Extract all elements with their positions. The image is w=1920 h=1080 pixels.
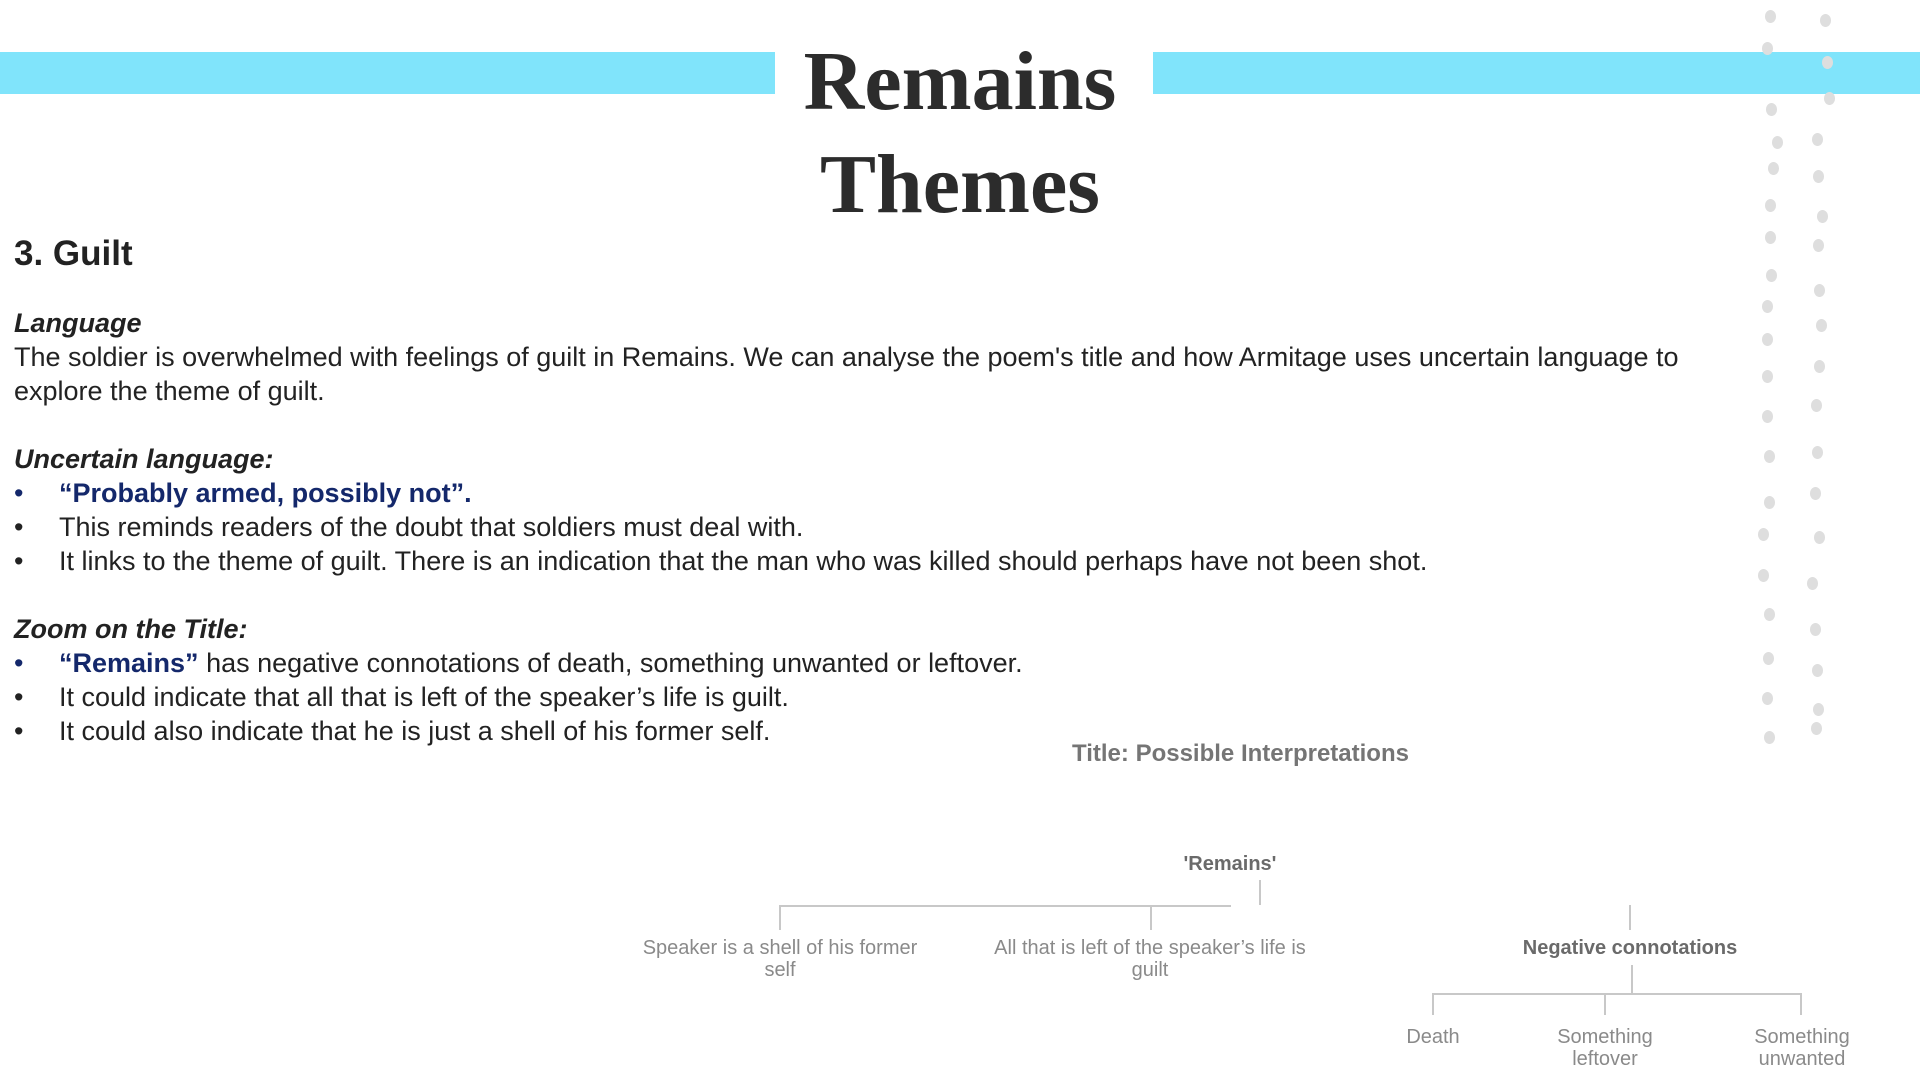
tree-grandchild: Something unwanted [1754,1026,1850,1070]
tree-grandchild: Something leftover [1557,1026,1653,1070]
decorative-dot [1764,731,1775,744]
bullet-text: It links to the theme of guilt. There is an indication that the man who was killed should perhaps have not been shot. [59,546,1428,576]
decorative-dot [1811,722,1822,735]
slide-content [14,232,1694,748]
zoom-title-list [14,646,1694,748]
decorative-dot [1812,133,1823,146]
list-item [14,680,1694,714]
zoom-title-label: Zoom on the Title: [14,614,248,644]
connector [1604,993,1606,1015]
bullet-mark: • [14,546,24,576]
decorative-dot [1766,269,1777,282]
quote-text: “Probably armed, possibly not”. [59,478,472,508]
uncertain-language-label: Uncertain language: [14,444,274,474]
tree-root: 'Remains' [1183,853,1277,875]
bullet-text: It could also indicate that he is just a shell of his former self. [59,716,771,746]
decorative-dot [1816,319,1827,332]
section-heading: 3. Guilt [14,234,133,273]
bullet-mark: • [14,478,24,508]
decorative-dot [1763,652,1774,665]
decorative-dot [1765,10,1776,23]
decorative-dot [1814,284,1825,297]
list-item [14,476,1694,510]
bullet-mark: • [14,512,24,542]
decorative-dot [1766,103,1777,116]
decorative-dot [1813,170,1824,183]
bullet-text: It could indicate that all that is left of the speaker’s life is guilt. [59,682,789,712]
tree-child: Negative connotations [1522,937,1738,959]
decorative-dot [1812,446,1823,459]
header-bar-left [0,52,775,94]
connector [1800,993,1802,1015]
language-label: Language [14,308,142,338]
connector [1629,905,1631,930]
decorative-dot [1813,239,1824,252]
decorative-dot [1768,162,1779,175]
decorative-dot [1764,450,1775,463]
decorative-dot [1810,487,1821,500]
connector [779,905,1231,907]
list-item [14,510,1694,544]
decorative-dot [1772,136,1783,149]
title-line-2: Themes [820,138,1100,231]
bullet-mark: • [14,648,24,678]
decorative-dot [1762,300,1773,313]
list-item [14,646,1694,680]
connector [1631,965,1633,993]
decorative-dot [1814,531,1825,544]
bullet-text: has negative connotations of death, something unwanted or leftover. [198,648,1023,678]
decorative-dot [1812,664,1823,677]
decorative-dot [1814,360,1825,373]
decorative-dot [1817,210,1828,223]
connector [1432,993,1802,995]
connector [779,905,781,930]
decorative-dots [1740,0,1840,760]
decorative-dot [1810,623,1821,636]
decorative-dot [1762,42,1773,55]
tree-grandchild: Death [1406,1026,1460,1048]
diagram-title: Title: Possible Interpretations [1072,740,1409,767]
decorative-dot [1811,399,1822,412]
decorative-dot [1822,56,1833,69]
connector [1259,880,1261,905]
slide-title [760,30,1160,236]
list-item [14,544,1694,578]
decorative-dot [1762,692,1773,705]
tree-child: All that is left of the speaker’s life is guilt [994,937,1306,981]
decorative-dot [1824,92,1835,105]
decorative-dot [1758,569,1769,582]
decorative-dot [1765,231,1776,244]
decorative-dot [1765,199,1776,212]
bullet-mark: • [14,682,24,712]
decorative-dot [1764,496,1775,509]
decorative-dot [1762,410,1773,423]
decorative-dot [1762,370,1773,383]
list-item [14,714,1694,748]
interpretation-tree [600,830,1920,1080]
bullet-mark: • [14,716,24,746]
decorative-dot [1813,703,1824,716]
decorative-dot [1764,608,1775,621]
decorative-dot [1820,14,1831,27]
tree-child: Speaker is a shell of his former self [642,937,918,981]
quote-text: “Remains” [59,648,199,678]
decorative-dot [1807,577,1818,590]
uncertain-language-list [14,476,1694,578]
title-line-1: Remains [803,35,1117,128]
connector [1150,905,1152,930]
language-text: The soldier is overwhelmed with feelings of guilt in Remains. We can analyse the poem's title and how Armitage uses uncertain language to explore the theme of guilt. [14,342,1679,406]
decorative-dot [1762,333,1773,346]
bullet-text: This reminds readers of the doubt that soldiers must deal with. [59,512,804,542]
decorative-dot [1758,528,1769,541]
connector [1432,993,1434,1015]
